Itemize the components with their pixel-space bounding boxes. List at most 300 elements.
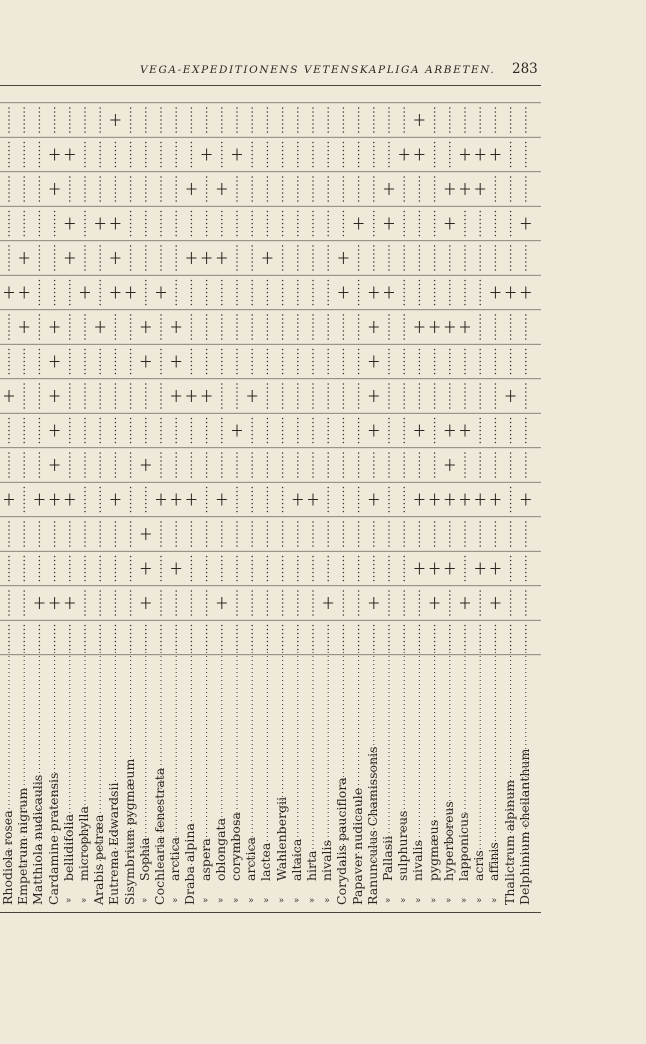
empty-cell-dots [221, 142, 223, 168]
empty-cell-dots [175, 107, 177, 133]
empty-cell-dots [251, 556, 253, 582]
empty-cell-dots [388, 590, 390, 616]
empty-cell-dots [495, 107, 497, 133]
empty-cell-dots [69, 556, 71, 582]
species-label: hyperboreus [440, 801, 456, 881]
empty-cell-dots [39, 418, 41, 444]
empty-cell-dots [84, 625, 86, 651]
empty-cell-dots [358, 107, 360, 133]
presence-mark [490, 149, 500, 161]
empty-cell-dots [84, 211, 86, 237]
empty-cell-dots [145, 107, 147, 133]
presence-mark [490, 287, 500, 299]
presence-mark [171, 390, 181, 402]
presence-mark [369, 425, 379, 437]
empty-cell-dots [327, 383, 329, 409]
empty-cell-dots [236, 107, 238, 133]
empty-cell-dots [115, 556, 117, 582]
empty-cell-dots [479, 211, 481, 237]
empty-cell-dots [206, 349, 208, 375]
empty-cell-dots [236, 211, 238, 237]
empty-cell-dots [388, 452, 390, 478]
empty-cell-dots [69, 314, 71, 340]
empty-cell-dots [99, 556, 101, 582]
empty-cell-dots [267, 280, 269, 306]
empty-cell-dots [145, 142, 147, 168]
empty-cell-dots [145, 383, 147, 409]
empty-cell-dots [525, 625, 527, 651]
empty-cell-dots [145, 625, 147, 651]
empty-cell-dots [434, 107, 436, 133]
empty-cell-dots [282, 107, 284, 133]
empty-cell-dots [84, 452, 86, 478]
empty-cell-dots [39, 107, 41, 133]
empty-cell-dots [8, 452, 10, 478]
empty-cell-dots [191, 280, 193, 306]
presence-mark [460, 494, 470, 506]
empty-cell-dots [525, 176, 527, 202]
empty-cell-dots [99, 107, 101, 133]
presence-mark [4, 494, 14, 506]
empty-cell-dots [145, 176, 147, 202]
empty-cell-dots [282, 245, 284, 271]
empty-cell-dots [358, 280, 360, 306]
empty-cell-dots [130, 142, 132, 168]
empty-cell-dots [160, 383, 162, 409]
empty-cell-dots [358, 245, 360, 271]
empty-cell-dots [251, 176, 253, 202]
empty-cell-dots [8, 556, 10, 582]
empty-cell-dots [115, 142, 117, 168]
empty-cell-dots [267, 349, 269, 375]
empty-cell-dots [282, 211, 284, 237]
empty-cell-dots [312, 314, 314, 340]
empty-cell-dots [23, 142, 25, 168]
empty-cell-dots [251, 245, 253, 271]
empty-cell-dots [160, 452, 162, 478]
empty-cell-dots [130, 176, 132, 202]
empty-cell-dots [419, 349, 421, 375]
presence-mark [65, 494, 75, 506]
empty-cell-dots [403, 176, 405, 202]
empty-cell-dots [297, 521, 299, 547]
empty-cell-dots [191, 590, 193, 616]
presence-mark [490, 563, 500, 575]
empty-cell-dots [479, 452, 481, 478]
empty-cell-dots [251, 487, 253, 513]
empty-cell-dots [251, 418, 253, 444]
presence-mark [141, 321, 151, 333]
empty-cell-dots [434, 383, 436, 409]
presence-mark [262, 252, 272, 264]
empty-cell-dots [8, 314, 10, 340]
page-number: 283 [512, 61, 538, 77]
empty-cell-dots [495, 383, 497, 409]
empty-cell-dots [419, 211, 421, 237]
presence-mark [141, 356, 151, 368]
empty-cell-dots [343, 556, 345, 582]
empty-cell-dots [23, 452, 25, 478]
presence-mark [141, 528, 151, 540]
empty-cell-dots [267, 383, 269, 409]
species-label: corymbosa [228, 812, 243, 881]
empty-cell-dots [251, 590, 253, 616]
empty-cell-dots [267, 176, 269, 202]
empty-cell-dots [175, 280, 177, 306]
empty-cell-dots [54, 521, 56, 547]
empty-cell-dots [419, 176, 421, 202]
empty-cell-dots [160, 314, 162, 340]
empty-cell-dots [282, 418, 284, 444]
empty-cell-dots [388, 107, 390, 133]
empty-cell-dots [206, 314, 208, 340]
empty-cell-dots [449, 383, 451, 409]
empty-cell-dots [221, 280, 223, 306]
empty-cell-dots [373, 521, 375, 547]
empty-cell-dots [282, 452, 284, 478]
empty-cell-dots [115, 383, 117, 409]
empty-cell-dots [115, 521, 117, 547]
empty-cell-dots [343, 383, 345, 409]
empty-cell-dots [236, 556, 238, 582]
empty-cell-dots [206, 590, 208, 616]
empty-cell-dots [39, 349, 41, 375]
empty-cell-dots [145, 487, 147, 513]
empty-cell-dots [525, 142, 527, 168]
empty-cell-dots [130, 349, 132, 375]
presence-mark [430, 321, 440, 333]
presence-mark [232, 425, 242, 437]
empty-cell-dots [510, 176, 512, 202]
empty-cell-dots [479, 383, 481, 409]
presence-mark [445, 425, 455, 437]
presence-mark [506, 390, 516, 402]
empty-cell-dots [160, 245, 162, 271]
empty-cell-dots [251, 521, 253, 547]
empty-cell-dots [251, 314, 253, 340]
empty-cell-dots [267, 107, 269, 133]
empty-cell-dots [191, 452, 193, 478]
empty-cell-dots [464, 521, 466, 547]
empty-cell-dots [99, 452, 101, 478]
empty-cell-dots [84, 556, 86, 582]
species-label: nivalis [319, 840, 335, 881]
empty-cell-dots [160, 418, 162, 444]
presence-mark [126, 287, 136, 299]
empty-cell-dots [69, 280, 71, 306]
empty-cell-dots [327, 245, 329, 271]
empty-cell-dots [358, 590, 360, 616]
empty-cell-dots [449, 107, 451, 133]
empty-cell-dots [388, 314, 390, 340]
empty-cell-dots [267, 452, 269, 478]
presence-mark [384, 183, 394, 195]
empty-cell-dots [23, 211, 25, 237]
empty-cell-dots [343, 625, 345, 651]
presence-mark [445, 563, 455, 575]
presence-mark [460, 597, 470, 609]
empty-cell-dots [160, 349, 162, 375]
empty-cell-dots [297, 142, 299, 168]
empty-cell-dots [282, 176, 284, 202]
empty-cell-dots [434, 176, 436, 202]
empty-cell-dots [419, 625, 421, 651]
empty-cell-dots [39, 556, 41, 582]
presence-mark [475, 149, 485, 161]
empty-cell-dots [510, 556, 512, 582]
presence-mark [414, 494, 424, 506]
empty-cell-dots [175, 245, 177, 271]
empty-cell-dots [221, 383, 223, 409]
empty-cell-dots [206, 556, 208, 582]
empty-cell-dots [69, 625, 71, 651]
empty-cell-dots [236, 625, 238, 651]
presence-mark [445, 218, 455, 230]
empty-cell-dots [39, 383, 41, 409]
empty-cell-dots [282, 590, 284, 616]
empty-cell-dots [525, 245, 527, 271]
empty-cell-dots [495, 176, 497, 202]
presence-mark [475, 183, 485, 195]
empty-cell-dots [69, 107, 71, 133]
empty-cell-dots [145, 418, 147, 444]
empty-cell-dots [434, 625, 436, 651]
empty-cell-dots [403, 280, 405, 306]
ditto-mark: » [461, 896, 467, 906]
empty-cell-dots [419, 280, 421, 306]
empty-cell-dots [175, 142, 177, 168]
empty-cell-dots [403, 452, 405, 478]
empty-cell-dots [99, 176, 101, 202]
empty-cell-dots [84, 521, 86, 547]
presence-mark [460, 425, 470, 437]
empty-cell-dots [312, 556, 314, 582]
ditto-mark: » [309, 896, 315, 906]
empty-cell-dots [358, 314, 360, 340]
empty-cell-dots [236, 452, 238, 478]
ditto-mark: » [248, 896, 254, 906]
empty-cell-dots [115, 625, 117, 651]
empty-cell-dots [297, 349, 299, 375]
empty-cell-dots [206, 452, 208, 478]
empty-cell-dots [373, 107, 375, 133]
empty-cell-dots [84, 487, 86, 513]
presence-mark [232, 149, 242, 161]
species-label: Corydalis pauciflora [334, 777, 350, 905]
empty-cell-dots [403, 487, 405, 513]
empty-cell-dots [175, 590, 177, 616]
empty-cell-dots [449, 280, 451, 306]
presence-mark [156, 287, 166, 299]
empty-cell-dots [130, 556, 132, 582]
empty-cell-dots [343, 142, 345, 168]
empty-cell-dots [510, 349, 512, 375]
species-label: oblongata [212, 817, 228, 881]
ditto-mark: » [65, 896, 72, 906]
empty-cell-dots [99, 142, 101, 168]
presence-mark [202, 149, 212, 161]
presence-mark [430, 494, 440, 506]
empty-cell-dots [39, 245, 41, 271]
species-label: Arabis petræa [91, 814, 107, 905]
empty-cell-dots [130, 211, 132, 237]
empty-cell-dots [312, 452, 314, 478]
empty-cell-dots [99, 590, 101, 616]
empty-cell-dots [130, 245, 132, 271]
empty-cell-dots [236, 487, 238, 513]
empty-cell-dots [479, 107, 481, 133]
presence-mark [50, 183, 60, 195]
empty-cell-dots [191, 107, 193, 133]
presence-mark [338, 252, 348, 264]
presence-mark [110, 494, 120, 506]
empty-cell-dots [297, 245, 299, 271]
empty-cell-dots [358, 452, 360, 478]
empty-cell-dots [419, 452, 421, 478]
empty-cell-dots [327, 349, 329, 375]
presence-mark [19, 252, 29, 264]
empty-cell-dots [297, 418, 299, 444]
empty-cell-dots [297, 452, 299, 478]
ditto-mark: » [324, 896, 330, 906]
species-label: Rhodiola rosea [0, 810, 15, 905]
empty-cell-dots [84, 349, 86, 375]
empty-cell-dots [282, 349, 284, 375]
empty-cell-dots [358, 349, 360, 375]
presence-mark [19, 287, 29, 299]
species-label: Pallasii [380, 835, 395, 881]
empty-cell-dots [69, 176, 71, 202]
empty-cell-dots [99, 349, 101, 375]
empty-cell-dots [343, 176, 345, 202]
empty-cell-dots [8, 176, 10, 202]
empty-cell-dots [251, 349, 253, 375]
species-label: affinis [486, 842, 502, 881]
empty-cell-dots [8, 418, 10, 444]
presence-mark [171, 356, 181, 368]
empty-cell-dots [327, 625, 329, 651]
empty-cell-dots [327, 418, 329, 444]
empty-cell-dots [419, 383, 421, 409]
species-label: Cardamine pratensis [45, 772, 61, 905]
empty-cell-dots [297, 590, 299, 616]
empty-cell-dots [251, 452, 253, 478]
empty-cell-dots [312, 142, 314, 168]
empty-cell-dots [84, 418, 86, 444]
empty-cell-dots [39, 625, 41, 651]
empty-cell-dots [206, 211, 208, 237]
empty-cell-dots [388, 418, 390, 444]
empty-cell-dots [175, 521, 177, 547]
empty-cell-dots [403, 349, 405, 375]
empty-cell-dots [403, 590, 405, 616]
presence-mark [34, 494, 44, 506]
empty-cell-dots [358, 521, 360, 547]
empty-cell-dots [282, 521, 284, 547]
empty-cell-dots [327, 314, 329, 340]
ditto-mark: » [445, 896, 452, 906]
presence-mark [414, 149, 424, 161]
empty-cell-dots [510, 487, 512, 513]
species-label: aspera [197, 838, 213, 881]
presence-mark [414, 425, 424, 437]
empty-cell-dots [160, 625, 162, 651]
empty-cell-dots [145, 245, 147, 271]
ditto-mark: » [278, 896, 285, 906]
empty-cell-dots [510, 314, 512, 340]
empty-cell-dots [69, 383, 71, 409]
empty-cell-dots [267, 521, 269, 547]
empty-cell-dots [403, 211, 405, 237]
empty-cell-dots [464, 245, 466, 271]
empty-cell-dots [343, 590, 345, 616]
species-label: Sophia [136, 837, 152, 881]
empty-cell-dots [160, 521, 162, 547]
presence-mark [521, 218, 531, 230]
empty-cell-dots [495, 521, 497, 547]
empty-cell-dots [297, 107, 299, 133]
empty-cell-dots [282, 314, 284, 340]
presence-mark [445, 321, 455, 333]
empty-cell-dots [267, 556, 269, 582]
empty-cell-dots [8, 590, 10, 616]
ditto-mark: » [217, 896, 224, 906]
empty-cell-dots [23, 487, 25, 513]
empty-cell-dots [434, 280, 436, 306]
ditto-mark: » [141, 896, 148, 906]
empty-cell-dots [434, 211, 436, 237]
presence-mark [399, 149, 409, 161]
ditto-mark: » [202, 896, 209, 906]
presence-mark [50, 390, 60, 402]
empty-cell-dots [358, 142, 360, 168]
presence-mark [141, 459, 151, 471]
presence-mark [171, 563, 181, 575]
empty-cell-dots [23, 590, 25, 616]
empty-cell-dots [373, 211, 375, 237]
presence-mark [430, 563, 440, 575]
presence-mark [460, 149, 470, 161]
empty-cell-dots [84, 176, 86, 202]
empty-cell-dots [191, 556, 193, 582]
empty-cell-dots [403, 314, 405, 340]
presence-mark [4, 390, 14, 402]
empty-cell-dots [115, 176, 117, 202]
ditto-mark: » [233, 896, 239, 906]
empty-cell-dots [358, 556, 360, 582]
empty-cell-dots [130, 452, 132, 478]
empty-cell-dots [221, 521, 223, 547]
empty-cell-dots [297, 176, 299, 202]
empty-cell-dots [23, 556, 25, 582]
presence-mark [369, 597, 379, 609]
presence-mark [384, 218, 394, 230]
empty-cell-dots [312, 383, 314, 409]
empty-cell-dots [373, 245, 375, 271]
presence-mark [65, 218, 75, 230]
species-label: altaica [288, 838, 304, 881]
empty-cell-dots [23, 176, 25, 202]
empty-cell-dots [282, 487, 284, 513]
empty-cell-dots [84, 590, 86, 616]
empty-cell-dots [449, 625, 451, 651]
empty-cell-dots [525, 418, 527, 444]
empty-cell-dots [267, 590, 269, 616]
empty-cell-dots [175, 176, 177, 202]
empty-cell-dots [297, 314, 299, 340]
empty-cell-dots [191, 418, 193, 444]
empty-cell-dots [312, 211, 314, 237]
